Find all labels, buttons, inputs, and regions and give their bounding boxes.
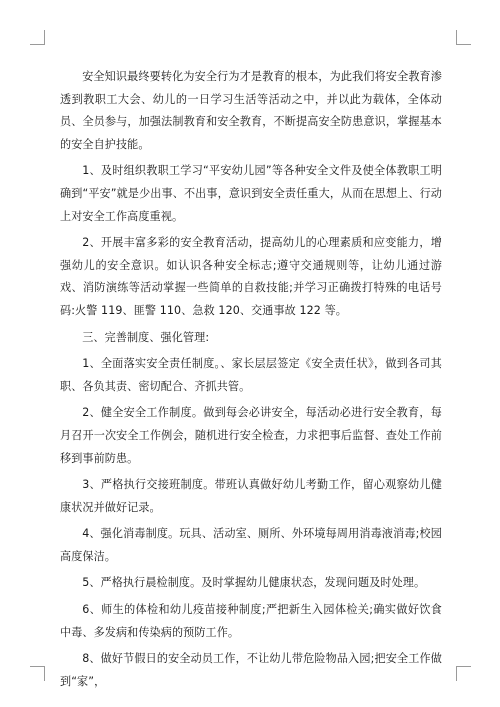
paragraph-rule-3: 3、严格执行交接班制度。带班认真做好幼儿考勤工作，留心观察幼儿健康状况并做好记录。	[60, 478, 442, 514]
paragraph-item-2: 2、开展丰富多彩的安全教育活动，提高幼儿的心理素质和应变能力，增强幼儿的安全意识。如认识各种安全标志;遵守交通规则等，让幼儿通过游戏、消防演练等活动掌握一些简单的自救技能;并学习正确拨打特殊的电话号码:火警 119、匪警 110、急救 120、交通事故 122 等。	[60, 236, 442, 317]
crop-mark-top-right	[456, 30, 471, 45]
paragraph-rule-4: 4、强化消毒制度。玩具、活动室、厕所、外环境每周用消毒液消毒;校园高度保洁。	[60, 527, 442, 563]
crop-mark-bottom-left	[30, 666, 45, 681]
paragraph-rule-8: 8、做好节假日的安全动员工作，不让幼儿带危险物品入园;把安全工作做到“家”，	[60, 652, 442, 688]
paragraph-item-1: 1、及时组织教职工学习“平安幼儿园”等各种安全文件及使全体教职工明确到“平安”就是少出事、不出事，意识到安全责任重大，从而在思想上、行动上对安全工作高度重视。	[60, 164, 442, 223]
document-body	[60, 66, 442, 697]
section-heading: 三、完善制度、强化管理:	[82, 330, 210, 344]
paragraph-rule-2: 2、健全安全工作制度。做到每会必讲安全，每活动必进行安全教育，每月召开一次安全工作例会，随机进行安全检查，力求把事后监督、查处工作前移到事前防患。	[60, 406, 442, 465]
paragraph-rule-6: 6、师生的体检和幼儿疫苗接种制度;严把新生入园体检关;确实做好饮食中毒、多发病和传染病的预防工作。	[60, 603, 442, 639]
paragraph-rule-1: 1、全面落实安全责任制度。、家长层层签定《安全责任状》，做到各司其职、各负其责、密切配合、齐抓共管。	[60, 357, 442, 393]
paragraph-intro: 安全知识最终要转化为安全行为才是教育的根本，为此我们将安全教育渗透到教职工大会、幼儿的一日学习生活等活动之中，并以此为载体，全体动员、全员参与，加强法制教育和安全教育，不断提高安全防患意识，掌握基本的安全自护技能。	[60, 70, 442, 151]
paragraph-rule-5: 5、严格执行晨检制度。及时掌握幼儿健康状态，发现问题及时处理。	[82, 576, 426, 590]
crop-mark-bottom-right	[456, 666, 471, 681]
crop-mark-top-left	[30, 30, 45, 45]
